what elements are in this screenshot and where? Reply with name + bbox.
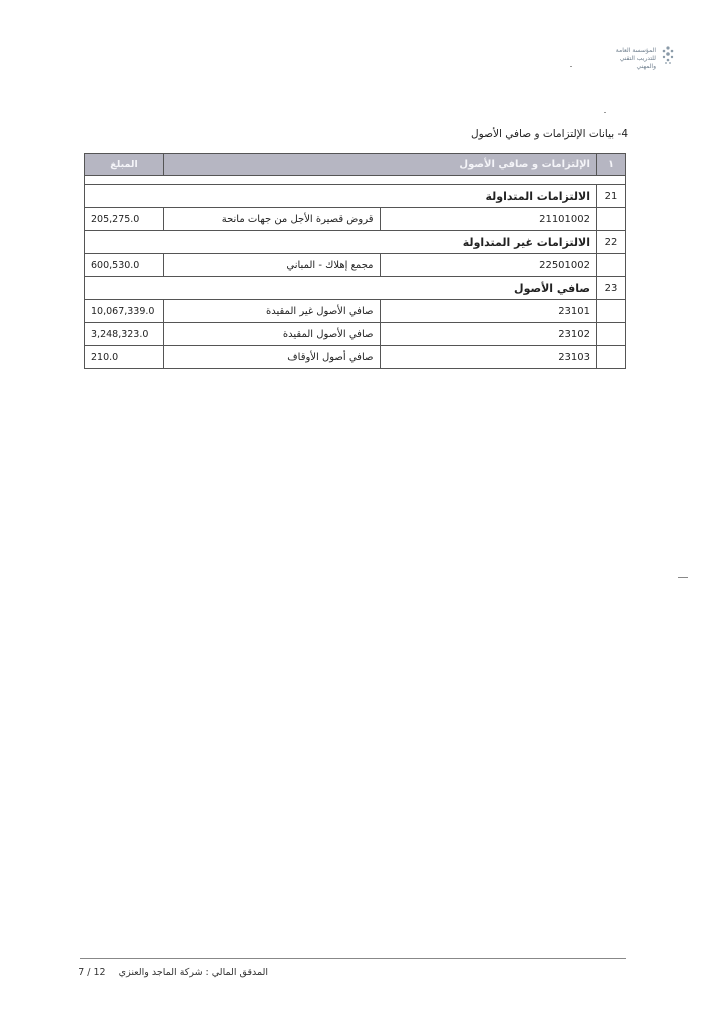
page-footer [78, 967, 268, 978]
scan-mark [678, 577, 688, 578]
organization-logo [596, 42, 676, 70]
header-amount: المبلغ [85, 154, 164, 176]
account-code: 21101002 [380, 208, 597, 231]
table-row [85, 323, 626, 346]
page-number: 12 / 7 [78, 967, 106, 978]
account-amount: 10,067,339.0 [85, 300, 164, 323]
account-description: قروض قصيرة الأجل من جهات مانحة [164, 208, 381, 231]
account-code: 23103 [380, 346, 597, 369]
account-code: 23101 [380, 300, 597, 323]
group-index: 22 [597, 231, 626, 254]
account-code: 23102 [380, 323, 597, 346]
account-description: صافي الأصول غير المقيدة [164, 300, 381, 323]
group-index: 21 [597, 185, 626, 208]
group-title: الالتزامات غير المتداولة [85, 231, 597, 254]
logo-text: المؤسسة العامة للتدريب التقني والمهني [615, 47, 656, 70]
account-amount: 205,275.0 [85, 208, 164, 231]
header-index: ١ [597, 154, 626, 176]
group-row-22 [85, 231, 626, 254]
table-row [85, 208, 626, 231]
logo-star-icon [660, 44, 676, 66]
footer-auditor: المدقق المالي : شركة الماجد والعنزي [118, 967, 268, 978]
group-row-23 [85, 277, 626, 300]
section-heading: 4- بيانات الإلتزامات و صافي الأصول [471, 128, 628, 140]
account-amount: 600,530.0 [85, 254, 164, 277]
table-row [85, 254, 626, 277]
account-description: صافي أصول الأوقاف [164, 346, 381, 369]
table-row [85, 300, 626, 323]
group-row-21 [85, 185, 626, 208]
account-description: صافي الأصول المقيدة [164, 323, 381, 346]
header-title: الإلتزامات و صافي الأصول [164, 154, 597, 176]
account-code: 22501002 [380, 254, 597, 277]
group-title: الالتزامات المتداولة [85, 185, 597, 208]
scan-speck [604, 112, 606, 113]
account-amount: 210.0 [85, 346, 164, 369]
scan-speck [570, 66, 572, 67]
group-index: 23 [597, 277, 626, 300]
liabilities-table [84, 153, 626, 369]
spacer-row [85, 176, 626, 185]
account-description: مجمع إهلاك - المباني [164, 254, 381, 277]
footer-divider [80, 958, 626, 959]
table-header-row [85, 154, 626, 176]
table-row [85, 346, 626, 369]
group-title: صافي الأصول [85, 277, 597, 300]
account-amount: 3,248,323.0 [85, 323, 164, 346]
